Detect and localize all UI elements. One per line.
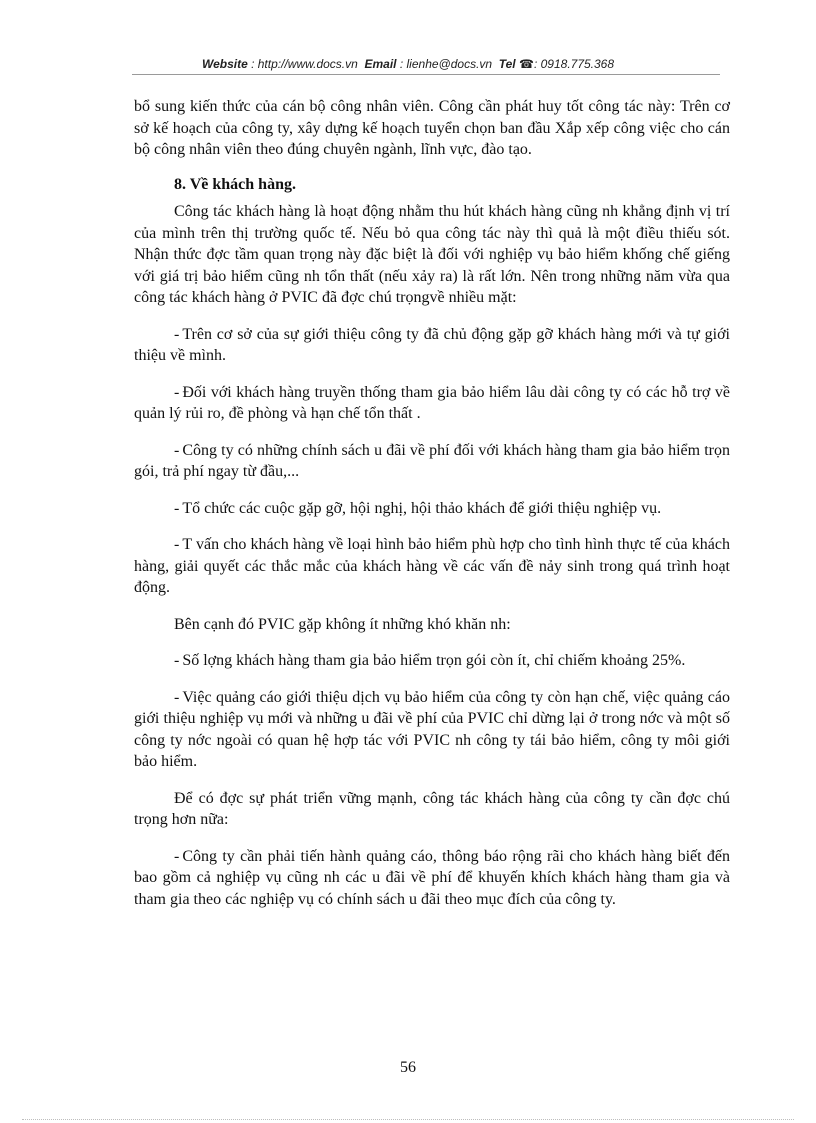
bullet-item (134, 324, 730, 367)
bullet-item (134, 382, 730, 425)
bullet-marker: - (174, 383, 180, 401)
page-number: 56 (400, 1059, 416, 1076)
website-value: : http://www.docs.vn (251, 57, 358, 71)
paragraph-intro: Công tác khách hàng là hoạt động nhằm thu hút khách hàng cũng nh khẳng định vị trí của mình trên thị trường quốc tế. Nếu bỏ qua công tác này thì quả là một điều thiếu sót. Nhận thức đợc tầm quan trọng này đặc biệt là đối với nghiệp vụ bảo hiểm khống chế giếng với giá trị bảo hiểm cũng nh tổn thất (nếu xảy ra) là rất lớn. Nên trong những năm vừa qua công tác khách hàng ở PVIC đã đợc chú trọngvề nhiều mặt: (134, 203, 730, 306)
phone-icon: ☎ (519, 57, 534, 71)
bullet-text: Công ty có những chính sách u đãi về phí đối với khách hàng tham gia bảo hiểm trọn gói, trả phí ngay từ đầu,... (134, 441, 730, 480)
page-header (0, 57, 816, 71)
tel-value: : 0918.775.368 (533, 57, 615, 71)
bullet-item (134, 846, 730, 911)
bullet-text: Công ty cần phải tiến hành quảng cáo, thông báo rộng rãi cho khách hàng biết đến bao gồm cả nghiệp vụ cũng nh các u đãi về phí để khuyến khích khách hàng tham gia và tham gia theo các nghiệp vụ có chính sách u đãi theo mục đích của công ty. (134, 847, 730, 908)
bullet-item (134, 650, 730, 672)
paragraph-difficulties: Bên cạnh đó PVIC gặp không ít những khó khăn nh: (174, 615, 511, 633)
header-divider (132, 74, 720, 75)
bullet-item (134, 440, 730, 483)
bullet-item (134, 534, 730, 599)
bullet-marker: - (174, 847, 180, 865)
bullet-text: T vấn cho khách hàng về loại hình bảo hiểm phù hợp cho tình hình thực tế của khách hàng, giải quyết các thắc mắc của khách hàng về các vấn đề nảy sinh trong quá trình hoạt động. (134, 536, 730, 596)
bullet-item (134, 498, 730, 520)
email-label: Email (364, 57, 397, 71)
page-body (134, 96, 730, 910)
bullet-text: Tổ chức các cuộc gặp gỡ, hội nghị, hội thảo khách để giới thiệu nghiệp vụ. (182, 499, 662, 517)
section-heading: 8. Về khách hàng. (174, 175, 296, 193)
bullet-marker: - (174, 688, 180, 706)
bullet-text: Trên cơ sở của sự giới thiệu công ty đã chủ động gặp gỡ khách hàng mới và tự giới thiệu về mình. (134, 325, 730, 364)
bullet-text: Số lợng khách hàng tham gia bảo hiểm trọn gói còn ít, chỉ chiếm khoảng 25%. (182, 652, 686, 669)
bullet-text: Việc quảng cáo giới thiệu dịch vụ bảo hiểm của công ty còn hạn chế, việc quảng cáo giới thiệu nghiệp vụ mới và những u đãi về phí của PVIC chỉ dừng lại ở trong nớc và một số công ty nớc ngoài có quan hệ hợp tác với PVIC nh công ty tái bảo hiểm, công ty môi giới bảo hiểm. (134, 688, 730, 770)
bullet-marker: - (174, 652, 180, 669)
bullet-item (134, 687, 730, 773)
email-value: : lienhe@docs.vn (399, 57, 493, 71)
bullet-marker: - (174, 499, 180, 517)
website-label: Website (201, 57, 248, 71)
bullet-marker: - (174, 325, 180, 343)
footer-divider (22, 1119, 794, 1120)
bullet-marker: - (174, 441, 180, 459)
paragraph-continuation: bổ sung kiến thức của cán bộ công nhân viên. Công cần phát huy tốt công tác này: Trên cơ sở kế hoạch của công ty, xây dựng kế hoạch tuyển chọn ban đầu Xắp xếp công việc cho cán bộ công nhân viên theo đúng chuyên ngành, lĩnh vực, đào tạo. (134, 98, 730, 158)
bullet-text: Đối với khách hàng truyền thống tham gia bảo hiểm lâu dài công ty có các hỗ trợ về quản lý rủi ro, đề phòng và hạn chế tổn thất . (134, 383, 730, 422)
paragraph-development: Để có đợc sự phát triển vững mạnh, công tác khách hàng của công ty cần đợc chú trọng hơn nữa: (134, 789, 730, 828)
bullet-marker: - (174, 536, 180, 553)
tel-label: Tel (498, 57, 516, 71)
